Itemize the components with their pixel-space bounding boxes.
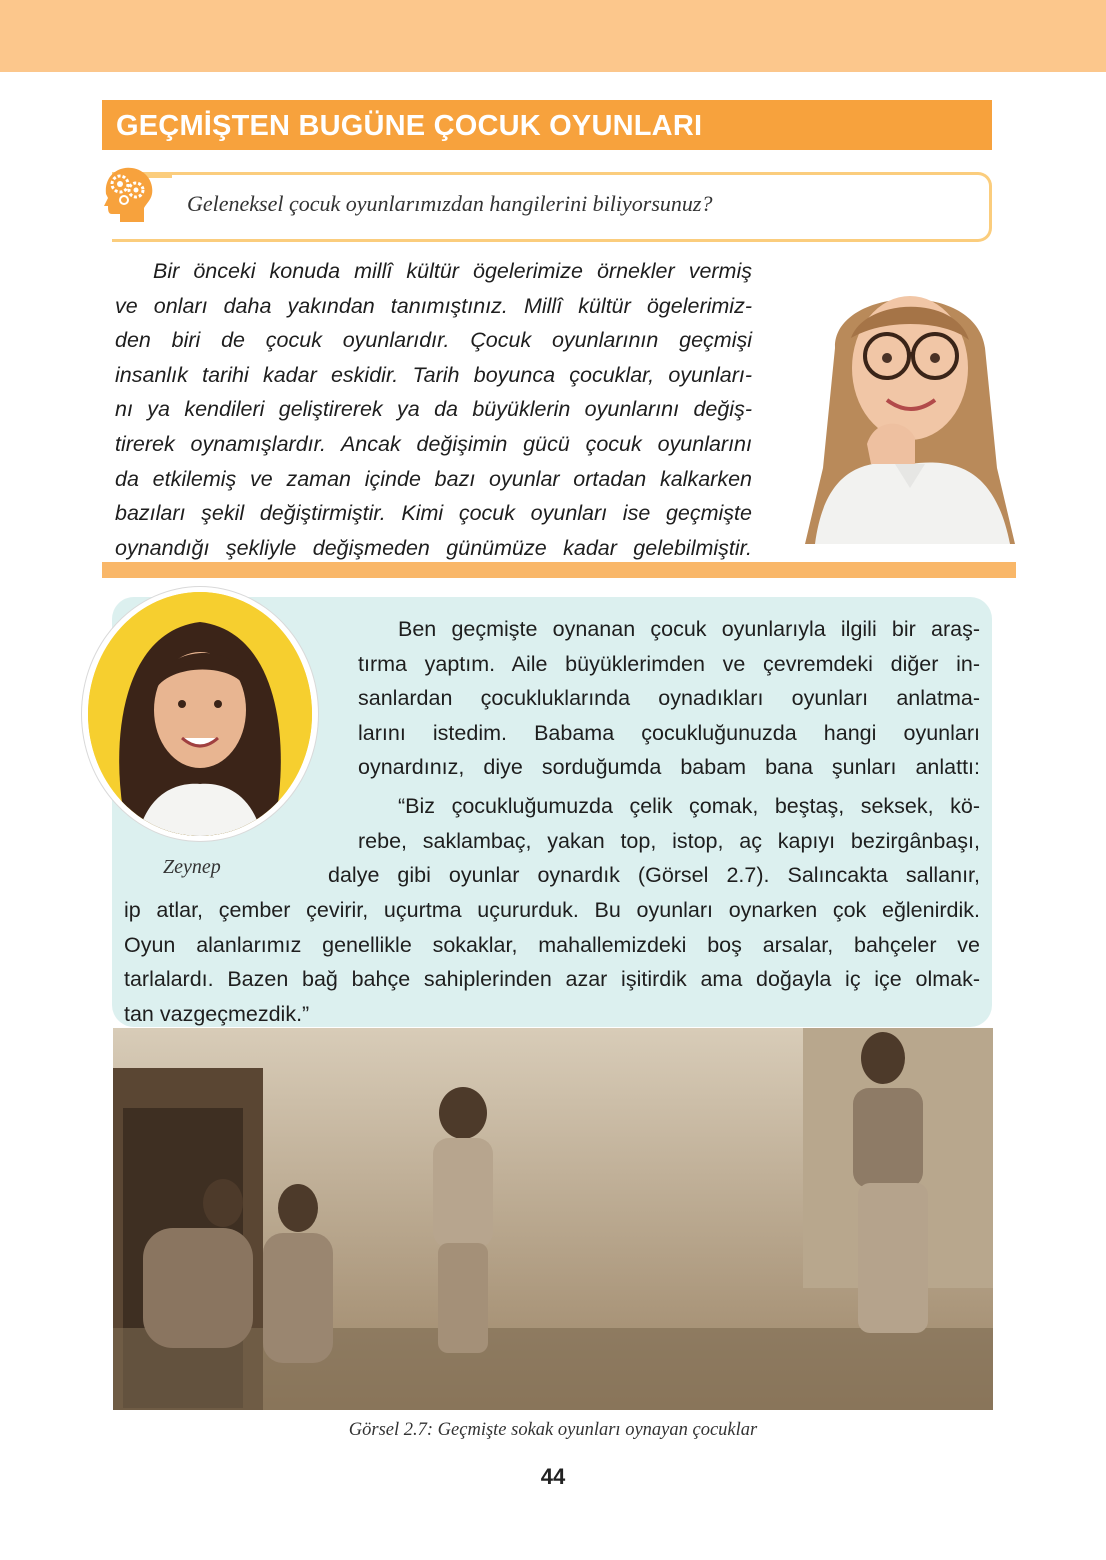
intro-line: bazıları şekil değiştirmiştir. Kimi çocuk oyunları ise geçmişte [115,501,752,526]
figure-caption: Görsel 2.7: Geçmişte sokak oyunları oynayan çocuklar [348,1420,758,1440]
avatar [88,592,312,836]
intro-paragraph [115,254,752,565]
story-paragraph-2 [358,789,980,858]
story-paragraph-2-wide [124,893,980,1031]
speaker-name: Zeynep [163,856,221,878]
story-paragraph-1 [358,612,980,785]
intro-line: oynandığı şekliyle değişmeden günümüze kadar gelebilmiştir. [115,535,752,560]
page-number: 44 [540,1464,566,1489]
section-title-bar [102,100,992,150]
story-line: dalye gibi oyunlar oynardık (Görsel 2.7). Salıncakta sallanır, [328,863,980,887]
story-line: Ben geçmişte oynanan çocuk oyunlarıyla ilgili bir araş- [398,617,980,641]
intro-line: da etkilemiş ve zaman içinde bazı oyunlar ortadan kalkarken [115,466,752,491]
story-line: tan vazgeçmezdik.” [124,1001,310,1026]
story-line: “Biz çocukluğumuzda çelik çomak, beştaş, seksek, kö- [398,794,980,818]
thinking-girl-photo [775,268,1045,544]
thinking-head-gears-icon [96,164,156,226]
story-line: ip atlar, çember çevirir, uçurtma uçururduk. Bu oyunları oynarken çok eğlenirdik. [124,898,980,922]
intro-line: ve onları daha yakından tanımıştınız. Millî kültür ögelerimiz- [115,293,752,318]
intro-line: tirerek oynamışlardır. Ancak değişimin gücü çocuk oyunlarını [115,431,752,456]
page-title: GEÇMİŞTEN BUGÜNE ÇOCUK OYUNLARI [116,110,703,142]
intro-line: Bir önceki konuda millî kültür ögelerimize örnekler vermiş [153,259,752,283]
street-games-photo [113,1028,993,1410]
story-paragraph-2-cont [328,858,980,893]
story-line: tarlalardı. Bazen bağ bahçe sahiplerinden azar işitirdik ama doğayla iç içe olmak- [124,967,980,992]
story-line: Oyun alanlarımız genellikle sokaklar, mahallemizdeki boş arsalar, bahçeler ve [124,932,980,957]
top-band [0,0,1106,72]
story-line: tırma yaptım. Aile büyüklerimden ve çevremdeki diğer in- [358,651,980,676]
section-divider [102,562,1016,578]
story-line: rebe, saklambaç, yakan top, istop, aç kapıyı bezirgânbaşı, [358,828,980,853]
intro-line: insanlık tarihi kadar eskidir. Tarih boyunca çocuklar, oyunları- [115,362,752,387]
question-text: Geleneksel çocuk oyunlarımızdan hangilerini biliyorsunuz? [187,191,713,216]
story-line: larını istedim. Babama çocukluğunuzda hangi oyunları [358,720,980,745]
story-line: oynardınız, diye sorduğumda babam bana şunları anlattı: [358,755,980,780]
intro-line: nı ya kendileri geliştirerek ya da büyüklerin oyunlarını değiş- [115,397,752,422]
story-line: sanlardan çocukluklarında oynadıkları oyunları anlatma- [358,686,980,711]
intro-line: den biri de çocuk oyunlarıdır. Çocuk oyunlarının geçmişi [115,328,752,353]
